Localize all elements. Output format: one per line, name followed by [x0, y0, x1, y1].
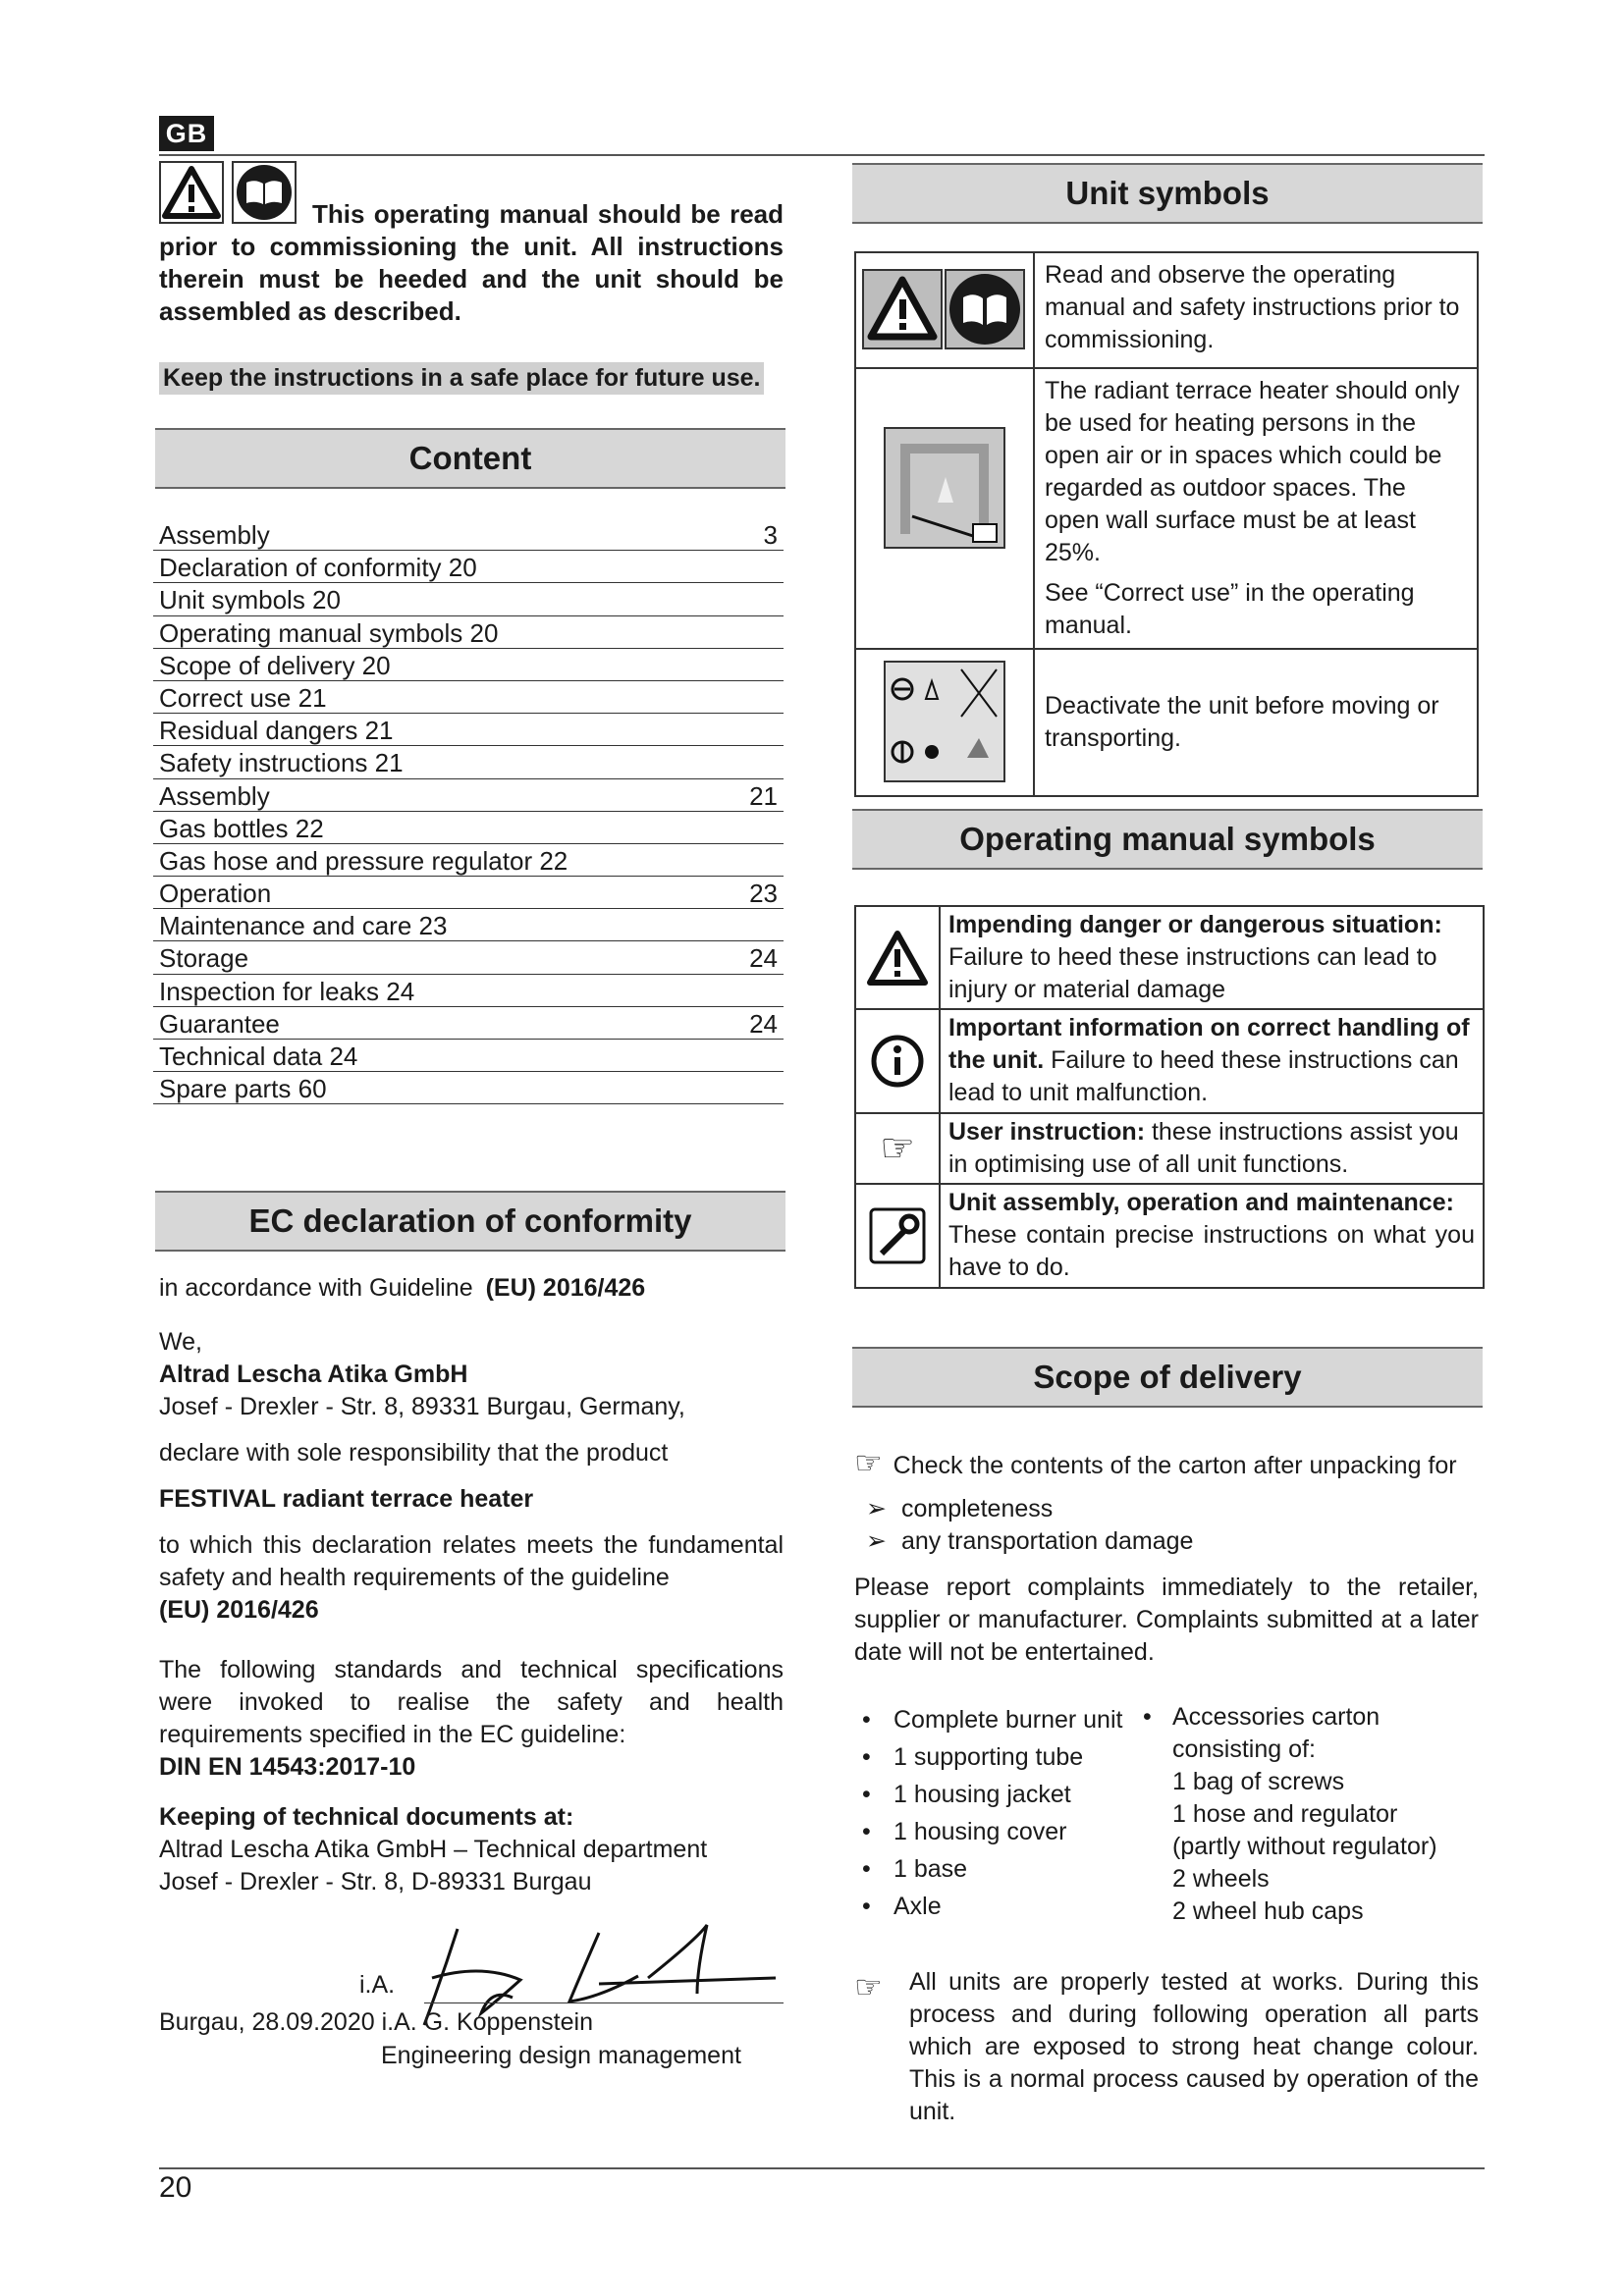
toc-row: [153, 877, 784, 909]
unit-symbol-cell: [855, 252, 1034, 368]
toc-label: Spare parts 60: [159, 1074, 327, 1104]
toc-row: [153, 975, 784, 1007]
toc-label: Declaration of conformity 20: [159, 553, 477, 583]
ec-guideline: [159, 1272, 784, 1305]
scope-items: [854, 1701, 1479, 1928]
toc-label: Gas hose and pressure regulator 22: [159, 845, 568, 876]
toc-row: [153, 649, 784, 681]
list-item: ➢ completeness: [860, 1493, 1479, 1525]
toc-label: Residual dangers 21: [159, 716, 394, 746]
list-item: • Axle: [854, 1888, 1139, 1925]
footer-rule: [159, 2167, 1485, 2169]
ec-keeping-line1: Altrad Lescha Atika GmbH – Technical department: [159, 1836, 708, 1863]
unit-symbol-text: Deactivate the unit before moving or transporting.: [1034, 649, 1478, 796]
om-symbol-row: [855, 1113, 1484, 1184]
toc-label: Correct use 21: [159, 682, 327, 713]
ec-guideline-prefix: in accordance with Guideline: [159, 1274, 473, 1302]
om-symbol-cell: [855, 906, 940, 1009]
list-item: • Complete burner unit: [854, 1701, 1139, 1738]
scope-check: [854, 1442, 1479, 1483]
scope-acc-item: 1 hose and regulator: [1172, 1800, 1398, 1828]
om-symbol-row: [855, 1009, 1484, 1113]
toc-label: Operation: [159, 879, 272, 909]
pointing-hand-icon: ☞: [854, 1969, 883, 2004]
unit-symbol-cell: [855, 368, 1034, 649]
ec-standard-code: DIN EN 14543:2017-10: [159, 1753, 416, 1781]
wrench-icon: [868, 1206, 927, 1265]
toc-label: Assembly: [159, 520, 270, 550]
om-symbol-cell: [855, 1113, 940, 1184]
toc-label: Guarantee: [159, 1008, 280, 1039]
scope-acc-item: 2 wheels: [1172, 1865, 1270, 1893]
scope-acc-item: consisting of:: [1172, 1735, 1316, 1763]
unit-symbol-text-secondary: See “Correct use” in the operating manual.: [1045, 579, 1415, 639]
signature-ia: i.A.: [359, 1971, 396, 1999]
ec-company: Altrad Lescha Atika GmbH: [159, 1361, 468, 1388]
toc-row: [153, 583, 784, 615]
om-symbol-desc: Failure to heed these instructions can lead to unit malfunction.: [948, 1046, 1459, 1106]
toc-page: 24: [749, 1008, 778, 1039]
unit-symbol-row: [855, 252, 1478, 368]
om-symbol-cell: [855, 1009, 940, 1113]
list-item: • 1 housing jacket: [854, 1776, 1139, 1813]
om-symbol-desc: Failure to heed these instructions can lead to injury or material damage: [948, 943, 1437, 1003]
warning-read-manual-icon: [861, 268, 1028, 350]
scope-complaints: Please report complaints immediately to the retailer, supplier or manufacturer. Complaints submitted at a later date will not be entertained.: [854, 1574, 1479, 1667]
scope-acc-item: 1 bag of screws: [1172, 1768, 1345, 1795]
toc-row: [153, 779, 784, 812]
danger-triangle-icon: [866, 930, 929, 987]
toc-row: [153, 941, 784, 974]
om-symbol-text: [940, 1184, 1484, 1288]
ec-address: Josef - Drexler - Str. 8, 89331 Burgau, Germany,: [159, 1393, 685, 1420]
table-of-contents: [153, 518, 784, 1104]
ec-relates: to which this declaration relates meets the fundamental safety and health requirements of the guideline: [159, 1531, 784, 1591]
om-symbol-text: [940, 1113, 1484, 1184]
toc-label: Gas bottles 22: [159, 813, 324, 843]
ec-guideline-code: (EU) 2016/426: [485, 1274, 646, 1302]
pointing-hand-icon: ☞: [880, 1126, 915, 1170]
scope-accessories: [1139, 1701, 1437, 1928]
toc-page: 23: [749, 879, 778, 909]
om-symbol-desc: these instructions assist you in optimising use of all unit functions.: [948, 1118, 1459, 1178]
signature-place-date: Burgau, 28.09.2020 i.A. G. Koppenstein: [159, 2008, 593, 2036]
deactivate-before-moving-icon: [883, 660, 1006, 783]
toc-row: [153, 1072, 784, 1104]
ec-heading: EC declaration of conformity: [155, 1191, 785, 1252]
toc-row: [153, 909, 784, 941]
ec-product: FESTIVAL radiant terrace heater: [159, 1485, 534, 1513]
toc-row: [153, 714, 784, 746]
ec-we: We,: [159, 1328, 202, 1356]
om-symbol-bold: Unit assembly, operation and maintenance:: [948, 1189, 1454, 1216]
page-number: 20: [159, 2171, 192, 2204]
toc-label: Technical data 24: [159, 1041, 358, 1071]
toc-page: 21: [749, 780, 778, 811]
scope-note-text: All units are properly tested at works. During this process and during following operation all parts which are exposed to strong heat change colour. This is a normal process caused by operation of the unit.: [909, 1968, 1479, 2125]
om-symbols-heading: Operating manual symbols: [852, 809, 1483, 870]
list-item: ➢ any transportation damage: [860, 1525, 1479, 1558]
toc-label: Operating manual symbols 20: [159, 617, 499, 648]
list-item: • 1 housing cover: [854, 1813, 1139, 1850]
toc-page: 24: [749, 943, 778, 974]
toc-row: [153, 1040, 784, 1072]
ec-standards: The following standards and technical specifications were invoked to realise the safety and health requirements specified in the EC guideline:: [159, 1656, 784, 1748]
intro-text: This operating manual should be read prior to commissioning the unit. All instructions therein must be heeded and the unit should be assembled as described.: [159, 199, 784, 326]
scope-items-left: [854, 1701, 1139, 1928]
ec-body: [159, 1272, 784, 1898]
scope-acc-title: Accessories carton: [1172, 1703, 1380, 1731]
toc-label: Maintenance and care 23: [159, 911, 448, 941]
toc-label: Inspection for leaks 24: [159, 976, 415, 1006]
pointing-hand-icon: ☞: [854, 1445, 883, 1480]
om-symbol-row: [855, 1184, 1484, 1288]
toc-label: Storage: [159, 943, 249, 974]
scope-note: [854, 1966, 1479, 2128]
ec-keeping-title: Keeping of technical documents at:: [159, 1803, 574, 1831]
info-icon: [870, 1034, 925, 1089]
unit-symbol-text: Read and observe the operating manual and safety instructions prior to commissioning.: [1034, 252, 1478, 368]
toc-row: [153, 616, 784, 649]
unit-symbols-heading: Unit symbols: [852, 163, 1483, 224]
ec-keeping-line2: Josef - Drexler - Str. 8, D-89331 Burgau: [159, 1868, 592, 1896]
om-symbols-table: [854, 905, 1485, 1289]
toc-row: [153, 518, 784, 551]
content-heading: Content: [155, 428, 785, 489]
om-symbol-text: [940, 906, 1484, 1009]
unit-symbol-cell: [855, 649, 1034, 796]
om-symbol-bold: Important information on correct handling of the unit.: [948, 1014, 1470, 1074]
toc-label: Assembly: [159, 780, 270, 811]
toc-row: [153, 812, 784, 844]
unit-symbol-text-main: The radiant terrace heater should only be used for heating persons in the open air or in spaces which could be regarded as outdoor spaces. The open wall surface must be at least 25%.: [1045, 377, 1460, 566]
scope-acc-item: 2 wheel hub caps: [1172, 1897, 1364, 1925]
om-symbol-text: [940, 1009, 1484, 1113]
outdoor-use-icon: [883, 426, 1006, 550]
unit-symbols-table: [854, 251, 1479, 797]
ec-relates-code: (EU) 2016/426: [159, 1596, 319, 1624]
toc-row: [153, 746, 784, 778]
scope-body: [854, 1442, 1479, 1669]
signature-role: Engineering design management: [381, 2042, 741, 2069]
toc-label: Unit symbols 20: [159, 585, 341, 615]
om-symbol-cell: [855, 1184, 940, 1288]
toc-label: Scope of delivery 20: [159, 650, 391, 680]
scope-acc-item: (partly without regulator): [1172, 1833, 1437, 1860]
language-badge: GB: [159, 116, 214, 151]
toc-page: 3: [763, 520, 778, 550]
om-symbol-bold: Impending danger or dangerous situation:: [948, 911, 1442, 938]
keep-instructions: Keep the instructions in a safe place for future use.: [159, 362, 764, 395]
signature-line: [424, 2002, 784, 2003]
toc-row: [153, 1007, 784, 1040]
scope-heading: Scope of delivery: [852, 1347, 1483, 1408]
om-symbol-row: [855, 906, 1484, 1009]
scope-check-list: [854, 1493, 1479, 1558]
unit-symbol-row: [855, 649, 1478, 796]
list-item: • 1 base: [854, 1850, 1139, 1888]
header-rule: [159, 154, 1485, 156]
toc-row: [153, 681, 784, 714]
toc-row: [153, 551, 784, 583]
scope-check-text: Check the contents of the carton after unpacking for: [893, 1452, 1457, 1479]
toc-row: [153, 844, 784, 877]
ec-declare: declare with sole responsibility that the product: [159, 1439, 669, 1467]
list-item: • Accessories carton: [1143, 1703, 1380, 1731]
om-symbol-desc: These contain precise instructions on what you have to do.: [948, 1221, 1475, 1281]
list-item: • 1 supporting tube: [854, 1738, 1139, 1776]
unit-symbol-text: [1034, 368, 1478, 649]
unit-symbol-row: [855, 368, 1478, 649]
om-symbol-bold: User instruction:: [948, 1118, 1146, 1146]
toc-label: Safety instructions 21: [159, 748, 404, 778]
